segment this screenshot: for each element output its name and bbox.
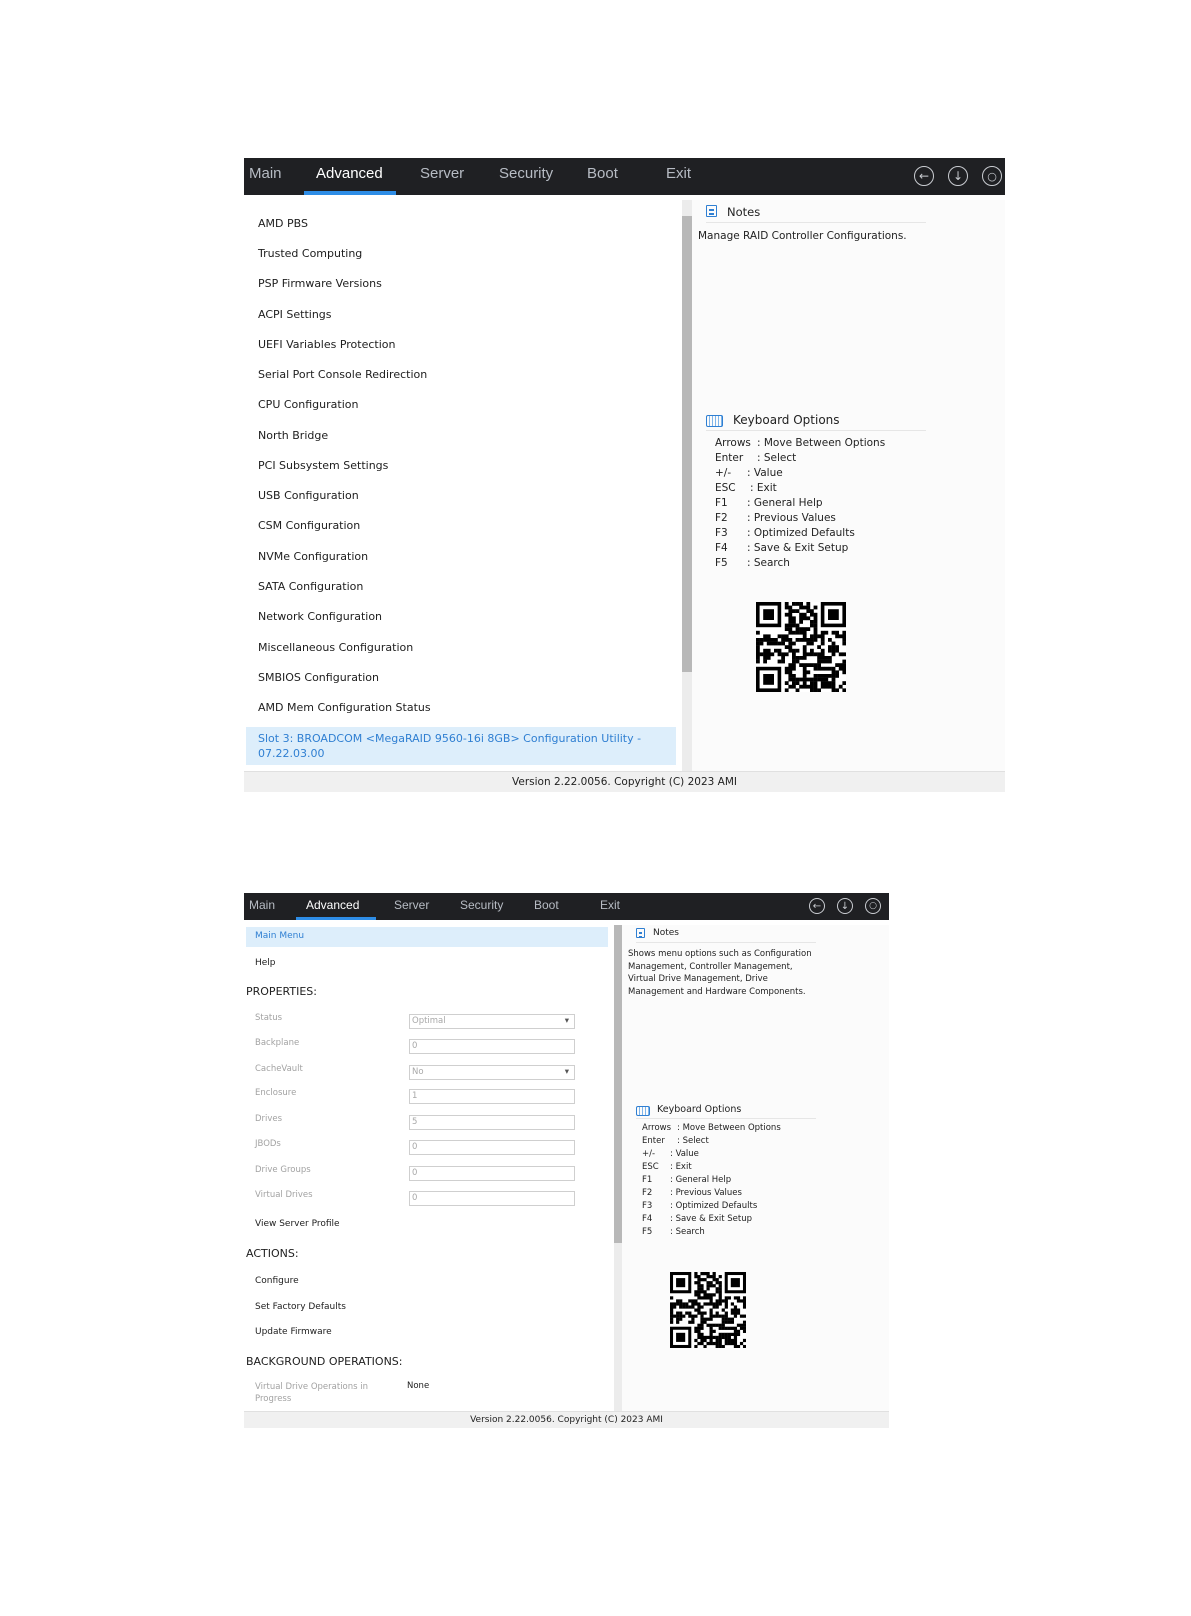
- backplane-field[interactable]: [409, 1039, 575, 1054]
- key-description: : Search: [747, 557, 790, 569]
- key-name: F3: [715, 527, 728, 539]
- menu-item[interactable]: CPU Configuration: [258, 398, 359, 411]
- key-description: : General Help: [670, 1175, 732, 1185]
- backplane-value: 0: [412, 1041, 418, 1051]
- enclosure-field[interactable]: [409, 1089, 575, 1104]
- tab-boot[interactable]: Boot: [587, 165, 618, 182]
- active-tab-indicator: [296, 917, 376, 920]
- keyboard-option-row: [715, 482, 777, 494]
- key-description: : Select: [677, 1136, 709, 1146]
- keyboard-option-row: [715, 527, 855, 539]
- key-name: ESC: [642, 1162, 659, 1172]
- save-icon[interactable]: ↓: [948, 166, 968, 186]
- search-icon[interactable]: ○: [982, 166, 1002, 186]
- key-name: +/-: [642, 1149, 656, 1159]
- divider: [636, 942, 816, 943]
- selected-item-line2: 07.22.03.00: [258, 747, 325, 760]
- key-name: F2: [642, 1188, 653, 1198]
- keyboard-option-row: [642, 1188, 742, 1198]
- tab-boot[interactable]: Boot: [534, 898, 559, 912]
- virtual-drives-field[interactable]: [409, 1191, 575, 1206]
- tab-server[interactable]: Server: [394, 898, 430, 912]
- menu-item[interactable]: CSM Configuration: [258, 519, 361, 532]
- key-name: Arrows: [715, 437, 751, 449]
- help-pane: [622, 925, 889, 1411]
- key-description: : Exit: [750, 482, 777, 494]
- cachevault-value: No: [412, 1067, 424, 1077]
- property-label: JBODs: [255, 1139, 281, 1149]
- key-name: F4: [715, 542, 728, 554]
- scrollbar[interactable]: [682, 200, 692, 771]
- bios-screen-raid-main-menu: [244, 893, 889, 1428]
- scrollbar-thumb[interactable]: [682, 216, 692, 672]
- active-tab-indicator: [304, 191, 396, 195]
- menu-item[interactable]: AMD PBS: [258, 217, 308, 230]
- bg-operation-label-line2: Progress: [255, 1394, 292, 1404]
- key-description: : Save & Exit Setup: [670, 1214, 752, 1224]
- property-label: Drive Groups: [255, 1165, 311, 1175]
- key-description: : Search: [670, 1227, 705, 1237]
- keyboard-option-row: [715, 467, 783, 479]
- menu-item-raid-slot3-selected[interactable]: [246, 727, 676, 765]
- tab-main[interactable]: Main: [249, 898, 276, 912]
- notes-icon: [706, 205, 717, 217]
- property-label: Backplane: [255, 1038, 300, 1048]
- menu-item[interactable]: NVMe Configuration: [258, 550, 369, 563]
- scrollbar[interactable]: [614, 925, 622, 1411]
- divider: [706, 430, 926, 431]
- drives-field[interactable]: [409, 1115, 575, 1130]
- menu-item[interactable]: UEFI Variables Protection: [258, 338, 396, 351]
- keyboard-option-row: [715, 437, 885, 449]
- scrollbar-thumb[interactable]: [614, 925, 622, 1243]
- divider: [636, 1118, 816, 1119]
- key-name: F2: [715, 512, 728, 524]
- bios-screen-advanced: [244, 158, 1005, 792]
- tab-main[interactable]: Main: [249, 165, 282, 182]
- drive-groups-value: 0: [412, 1168, 418, 1178]
- key-description: : Value: [670, 1149, 699, 1159]
- key-name: F5: [642, 1227, 653, 1237]
- search-icon[interactable]: ○: [865, 898, 881, 914]
- keyboard-options-title: Keyboard Options: [657, 1104, 742, 1115]
- key-name: F3: [642, 1201, 653, 1211]
- keyboard-icon: [636, 1106, 650, 1116]
- key-name: Enter: [642, 1136, 665, 1146]
- key-name: F5: [715, 557, 728, 569]
- key-description: : Previous Values: [747, 512, 836, 524]
- key-description: : Exit: [670, 1162, 692, 1172]
- menu-item[interactable]: Miscellaneous Configuration: [258, 641, 414, 654]
- key-description: : General Help: [747, 497, 823, 509]
- notes-text: Manage RAID Controller Configurations.: [698, 230, 907, 242]
- key-name: Enter: [715, 452, 744, 464]
- cachevault-dropdown[interactable]: [409, 1065, 575, 1080]
- property-label: Status: [255, 1013, 283, 1023]
- menu-item[interactable]: Serial Port Console Redirection: [258, 368, 428, 381]
- caret-down-icon: ▾: [564, 1016, 569, 1026]
- keyboard-option-row: [642, 1201, 757, 1211]
- bg-operation-label-line1: Virtual Drive Operations in: [255, 1382, 369, 1392]
- tab-advanced[interactable]: Advanced: [316, 165, 383, 182]
- key-description: : Value: [747, 467, 783, 479]
- menu-item[interactable]: ACPI Settings: [258, 308, 332, 321]
- keyboard-option-row: [715, 512, 836, 524]
- footer-version: Version 2.22.0056. Copyright (C) 2023 AMI: [244, 771, 1005, 792]
- tab-exit[interactable]: Exit: [600, 898, 621, 912]
- menu-item[interactable]: PSP Firmware Versions: [258, 277, 382, 290]
- key-description: : Optimized Defaults: [670, 1201, 758, 1211]
- help-item[interactable]: Help: [255, 958, 276, 968]
- qr-code-icon: [756, 602, 846, 692]
- enclosure-value: 1: [412, 1091, 418, 1101]
- keyboard-icon: [706, 415, 723, 427]
- menu-item[interactable]: North Bridge: [258, 429, 329, 442]
- keyboard-option-row: [642, 1227, 705, 1237]
- menu-item[interactable]: Trusted Computing: [258, 247, 363, 260]
- key-description: : Optimized Defaults: [747, 527, 855, 539]
- key-description: : Move Between Options: [677, 1123, 781, 1133]
- key-description: : Select: [757, 452, 797, 464]
- configure-item[interactable]: Configure: [255, 1276, 299, 1286]
- keyboard-option-row: [642, 1136, 709, 1146]
- tab-advanced[interactable]: Advanced: [306, 898, 360, 912]
- tab-server[interactable]: Server: [420, 165, 465, 182]
- keyboard-option-row: [642, 1162, 692, 1172]
- menu-item[interactable]: SATA Configuration: [258, 580, 364, 593]
- menu-item[interactable]: AMD Mem Configuration Status: [258, 701, 431, 714]
- status-dropdown[interactable]: [409, 1014, 575, 1029]
- help-pane: [692, 200, 1005, 771]
- actions-heading: ACTIONS:: [246, 1247, 299, 1260]
- save-icon[interactable]: ↓: [837, 898, 853, 914]
- key-name: ESC: [715, 482, 736, 494]
- set-factory-defaults-item[interactable]: Set Factory Defaults: [255, 1302, 346, 1312]
- keyboard-option-row: [715, 557, 790, 569]
- key-description: : Move Between Options: [757, 437, 886, 449]
- bg-operation-value: None: [407, 1381, 430, 1391]
- keyboard-option-row: [642, 1175, 731, 1185]
- keyboard-option-row: [642, 1123, 781, 1133]
- divider: [706, 222, 926, 223]
- property-label: Virtual Drives: [255, 1190, 313, 1200]
- key-name: Arrows: [642, 1123, 672, 1133]
- status-value: Optimal: [412, 1016, 446, 1026]
- key-name: F1: [642, 1175, 653, 1185]
- back-icon[interactable]: ←: [914, 166, 934, 186]
- key-description: : Save & Exit Setup: [747, 542, 849, 554]
- tab-security[interactable]: Security: [499, 165, 554, 182]
- tab-exit[interactable]: Exit: [666, 165, 692, 182]
- key-name: F4: [642, 1214, 653, 1224]
- footer-version: Version 2.22.0056. Copyright (C) 2023 AMI: [244, 1411, 889, 1428]
- key-description: : Previous Values: [670, 1188, 742, 1198]
- property-label: Enclosure: [255, 1088, 297, 1098]
- keyboard-option-row: [715, 497, 823, 509]
- drives-value: 5: [412, 1117, 418, 1127]
- key-name: F1: [715, 497, 728, 509]
- notes-text: Shows menu options such as Configuration Management, Controller Management, Virtual Drive Management, Drive Management and Hardware Components.: [628, 949, 812, 997]
- menu-item[interactable]: SMBIOS Configuration: [258, 671, 379, 684]
- tab-security[interactable]: Security: [460, 898, 504, 912]
- top-menu-bar: [244, 158, 1005, 195]
- keyboard-option-row: [715, 452, 796, 464]
- notes-icon: [636, 928, 645, 938]
- jbods-field[interactable]: [409, 1140, 575, 1155]
- bg-operation-label: [255, 1381, 368, 1405]
- caret-down-icon: ▾: [564, 1067, 569, 1077]
- keyboard-option-row: [715, 542, 848, 554]
- qr-code-icon: [670, 1272, 746, 1348]
- notes-title: Notes: [727, 205, 761, 219]
- back-icon[interactable]: ←: [809, 898, 825, 914]
- view-server-profile-item[interactable]: View Server Profile: [255, 1219, 340, 1229]
- jbods-value: 0: [412, 1142, 418, 1152]
- main-menu-item-selected[interactable]: Main Menu: [246, 927, 608, 947]
- keyboard-option-row: [642, 1149, 699, 1159]
- selected-item-line1: Slot 3: BROADCOM <MegaRAID 9560-16i 8GB> Configuration Utility -: [258, 732, 642, 745]
- key-name: +/-: [715, 467, 732, 479]
- keyboard-option-row: [642, 1214, 752, 1224]
- property-label: Drives: [255, 1114, 283, 1124]
- background-operations-heading: BACKGROUND OPERATIONS:: [246, 1355, 403, 1368]
- menu-item[interactable]: PCI Subsystem Settings: [258, 459, 389, 472]
- virtual-drives-value: 0: [412, 1193, 418, 1203]
- notes-title: Notes: [653, 928, 679, 938]
- update-firmware-item[interactable]: Update Firmware: [255, 1327, 332, 1337]
- properties-heading: PROPERTIES:: [246, 985, 317, 998]
- menu-item[interactable]: USB Configuration: [258, 489, 359, 502]
- keyboard-options-title: Keyboard Options: [733, 413, 840, 427]
- top-menu-bar: [244, 893, 889, 920]
- property-label: CacheVault: [255, 1064, 303, 1074]
- menu-item[interactable]: Network Configuration: [258, 610, 383, 623]
- drive-groups-field[interactable]: [409, 1166, 575, 1181]
